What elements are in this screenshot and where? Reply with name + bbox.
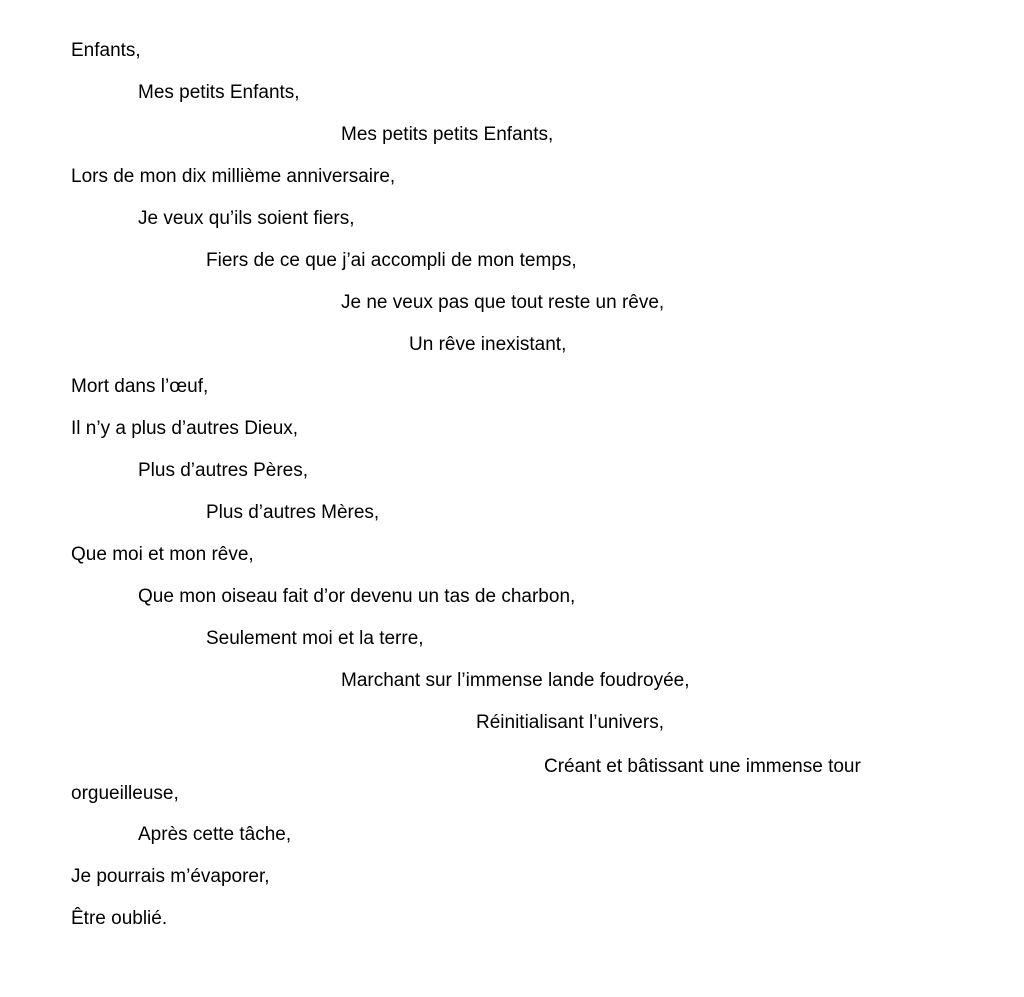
poem-line: Je pourrais m’évaporer, <box>71 866 270 887</box>
poem-line: Plus d’autres Mères, <box>206 502 380 523</box>
poem-line: Créant et bâtissant une immense tour orgueilleuse, <box>71 756 861 804</box>
poem-line: Être oublié. <box>71 908 168 929</box>
poem-line: Que mon oiseau fait d’or devenu un tas de charbon, <box>138 586 576 607</box>
poem-line: Après cette tâche, <box>138 824 292 845</box>
poem-line: Que moi et mon rêve, <box>71 544 254 565</box>
poem-line: Un rêve inexistant, <box>409 334 567 355</box>
poem-line: Mort dans l’œuf, <box>71 376 209 397</box>
poem-line: Je veux qu’ils soient fiers, <box>138 208 355 229</box>
poem-line: Marchant sur l’immense lande foudroyée, <box>341 670 690 691</box>
poem-line: Je ne veux pas que tout reste un rêve, <box>341 292 665 313</box>
poem-line: Mes petits Enfants, <box>138 82 300 103</box>
poem-line: Réinitialisant l’univers, <box>476 712 664 733</box>
poem-line: Lors de mon dix millième anniversaire, <box>71 166 396 187</box>
poem-line: Mes petits petits Enfants, <box>341 124 554 145</box>
poem-line: Fiers de ce que j’ai accompli de mon temps, <box>206 250 577 271</box>
poem-line: Enfants, <box>71 40 141 61</box>
poem-line: Plus d’autres Pères, <box>138 460 309 481</box>
poem-line: Il n’y a plus d’autres Dieux, <box>71 418 299 439</box>
poem-line: Seulement moi et la terre, <box>206 628 424 649</box>
